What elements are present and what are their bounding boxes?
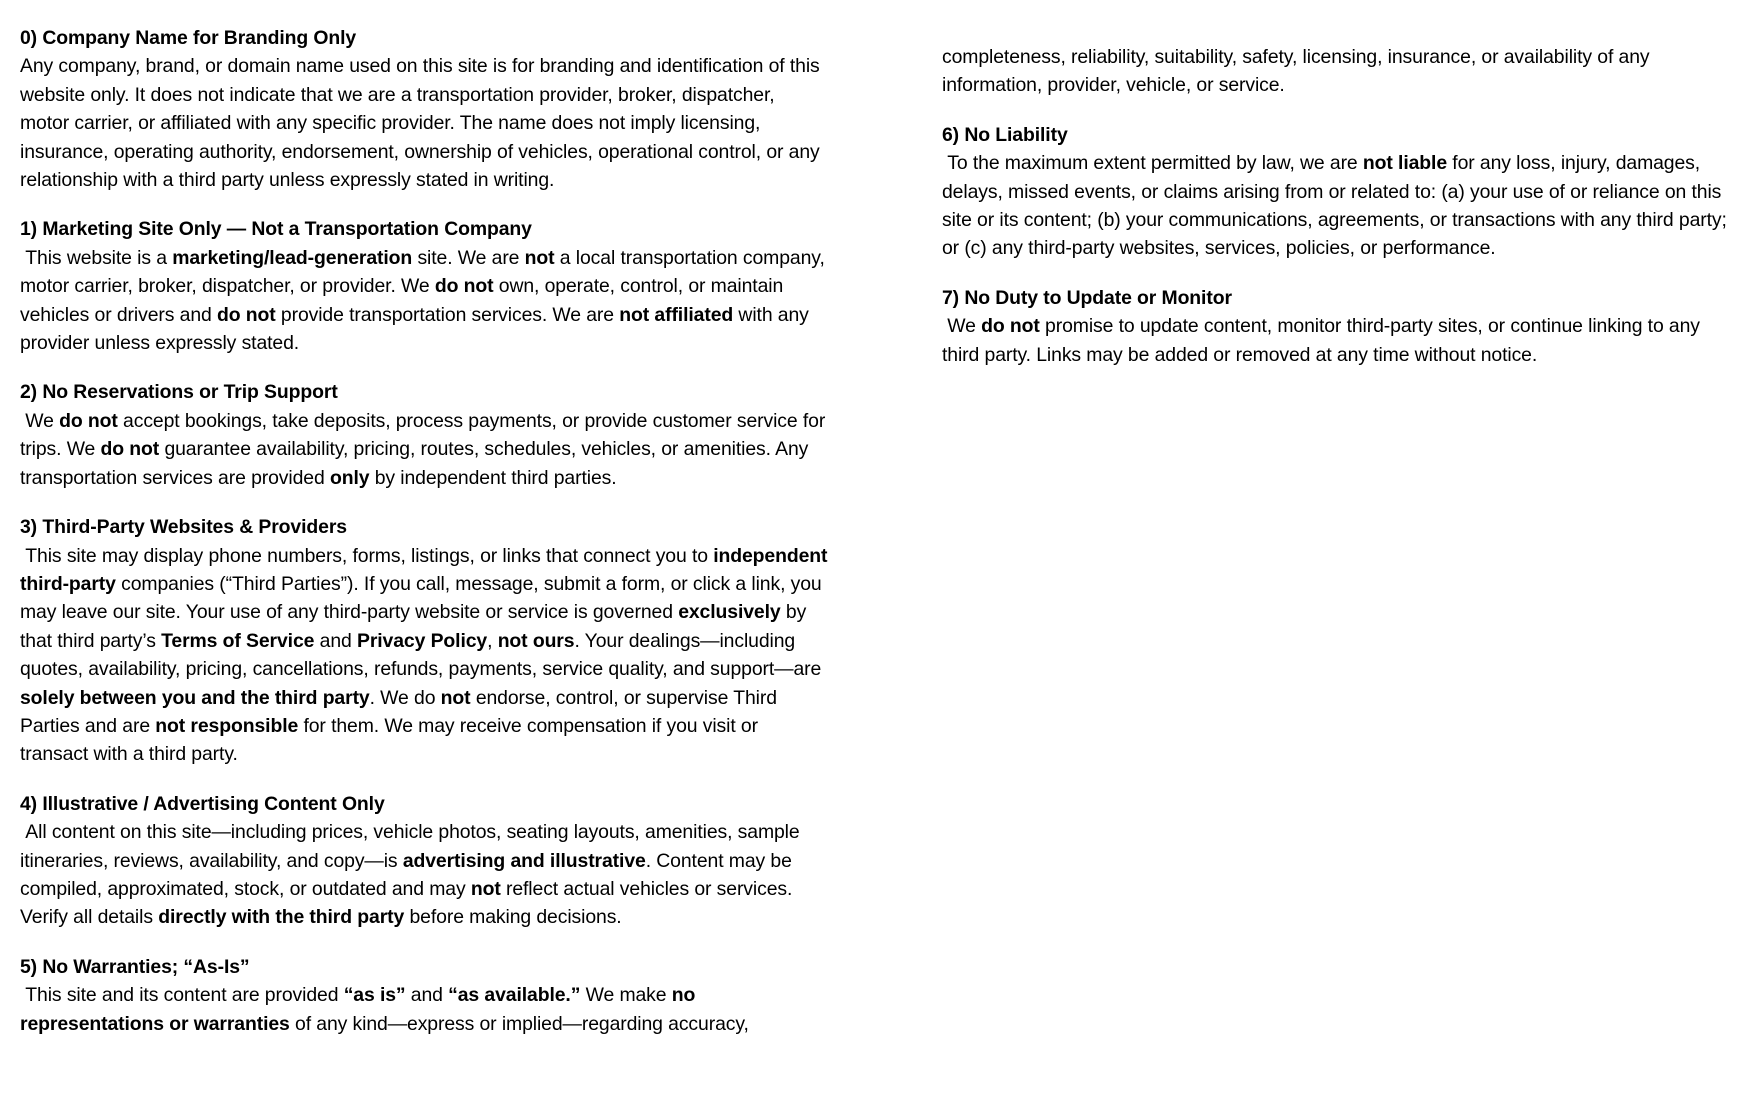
section-heading: 4) Illustrative / Advertising Content Only [20,792,385,815]
section-heading: 7) No Duty to Update or Monitor [942,286,1232,309]
text-run: a local transportation company, motor carrier, broker, dispatcher, or provider. We [20,246,831,298]
section-heading: 6) No Liability [942,123,1068,146]
bold-text-run: “as available.” [448,984,581,1007]
bold-text-run: advertising and illustrative [402,849,646,872]
disclaimer-section-left-4 [20,790,828,932]
section-paragraph [20,244,831,358]
text-run: This site may display phone numbers, forms, listings, or links that connect you to [20,544,714,567]
bold-text-run: not liable [1362,152,1448,175]
bold-text-run: do not [434,275,494,298]
bold-text-run: not affiliated [619,303,734,326]
disclaimer-section-right-0 [942,43,1734,100]
disclaimer-section-right-2 [942,284,1734,369]
bold-text-run: only [329,466,370,489]
text-run: by independent third parties. [369,466,617,489]
text-run: with any provider unless expressly stated. [20,303,815,355]
section-heading: 2) No Reservations or Trip Support [20,381,338,404]
section-heading: 1) Marketing Site Only — Not a Transportation Company [20,218,532,241]
text-run: completeness, reliability, suitability, safety, licensing, insurance, or availability of any information, provider, vehicle, or service. [942,46,1655,97]
text-run: , [487,629,498,652]
bold-text-run: not [470,877,501,900]
document-columns [20,24,1752,1038]
bold-text-run: directly with the third party [158,906,405,929]
section-paragraph [942,312,1734,369]
section-paragraph [942,149,1734,263]
bold-text-run: do not [100,438,160,461]
document-column-right [942,24,1734,369]
bold-text-run: do not [216,303,276,326]
disclaimer-section-left-5 [20,953,828,1038]
text-run: for them. We may receive compensation if you visit or transact with a third party. [20,714,764,766]
section-paragraph [20,542,833,769]
bold-text-run: marketing/lead-generation [172,246,413,269]
text-run: own, operate, control, or maintain vehicles or drivers and [20,275,789,326]
bold-text-run: not responsible [155,714,299,737]
text-run: before making decisions. [404,906,622,929]
text-run: . Your dealings—including quotes, availability, pricing, cancellations, refunds, payments, service quality, and support—are [20,629,827,681]
document-column-left [20,24,833,1038]
text-run: and [405,984,449,1007]
text-run: To the maximum extent permitted by law, we are [942,152,1363,175]
section-paragraph [942,43,1734,100]
section-paragraph [20,818,828,932]
text-run: All content on this site—including prices, vehicle photos, seating layouts, amenities, sample itineraries, reviews, availability, and copy—is [20,821,805,872]
text-run: companies (“Third Parties”). If you call, message, submit a form, or click a link, you may leave our site. Your use of any third-party website or service is governed [20,572,827,624]
section-heading: 5) No Warranties; “As-Is” [20,955,250,978]
text-run: and [314,629,357,652]
text-run: This site and its content are provided [20,984,344,1007]
section-paragraph [20,52,828,194]
bold-text-run: solely between you and the third party [20,686,370,709]
bold-text-run: Terms of Service [161,629,315,652]
bold-text-run: exclusively [678,601,781,624]
text-run: of any kind—express or implied—regarding accuracy, [289,1012,749,1035]
bold-text-run: no representations or warranties [20,984,701,1035]
section-paragraph [20,981,828,1038]
section-heading: 0) Company Name for Branding Only [20,27,357,49]
disclaimer-section-left-0 [20,24,828,194]
bold-text-run: independent third-party [20,544,833,595]
text-run: provide transportation services. We are [275,303,620,326]
text-run: by that third party’s [20,601,812,652]
disclaimer-section-right-1 [942,121,1734,263]
text-run: reflect actual vehicles or services. Verify all details [20,877,798,929]
text-run: endorse, control, or supervise Third Parties and are [20,686,783,737]
text-run: This website is a [20,246,173,269]
text-run: promise to update content, monitor third-party sites, or continue linking to any third party. Links may be added or removed at any time without notice. [942,315,1706,366]
section-heading: 3) Third-Party Websites & Providers [20,516,347,539]
bold-text-run: not ours [497,629,575,652]
text-run: We make [580,984,672,1007]
bold-text-run: Privacy Policy [356,629,488,652]
disclaimer-section-left-3 [20,513,833,769]
text-run: We [942,315,982,338]
section-paragraph [20,407,831,492]
text-run: accept bookings, take deposits, process payments, or provide customer service for trips. We [20,409,831,461]
text-run: . Content may be compiled, approximated, stock, or outdated and may [20,849,798,900]
bold-text-run: do not [981,315,1040,338]
bold-text-run: not [440,686,471,709]
disclaimer-section-left-2 [20,378,831,492]
disclaimer-section-left-1 [20,215,831,357]
text-run: site. We are [412,246,525,269]
text-run: for any loss, injury, damages, delays, missed events, or claims arising from or related to: (a) your use of or reliance on this site or its content; (b) your communications, agreements, or transactions with any third party; or (c) any third-party websites, services, policies, or performance. [942,152,1733,260]
bold-text-run: not [524,246,555,269]
text-run: . We do [369,686,441,709]
bold-text-run: do not [59,409,118,432]
text-run: We [20,409,60,432]
bold-text-run: “as is” [343,984,406,1007]
text-run: Any company, brand, or domain name used on this site is for branding and identification of this website only. It does not indicate that we are a transportation provider, broker, dispatcher, motor carrier, or affiliated with any specific provider. The name does not imply licensing, insurance, operating authority, endorsement, ownership of vehicles, operational control, or any relationship with a third party unless expressly stated in writing. [20,55,825,192]
text-run: guarantee availability, pricing, routes, schedules, vehicles, or amenities. Any transportation services are provided [20,438,814,489]
